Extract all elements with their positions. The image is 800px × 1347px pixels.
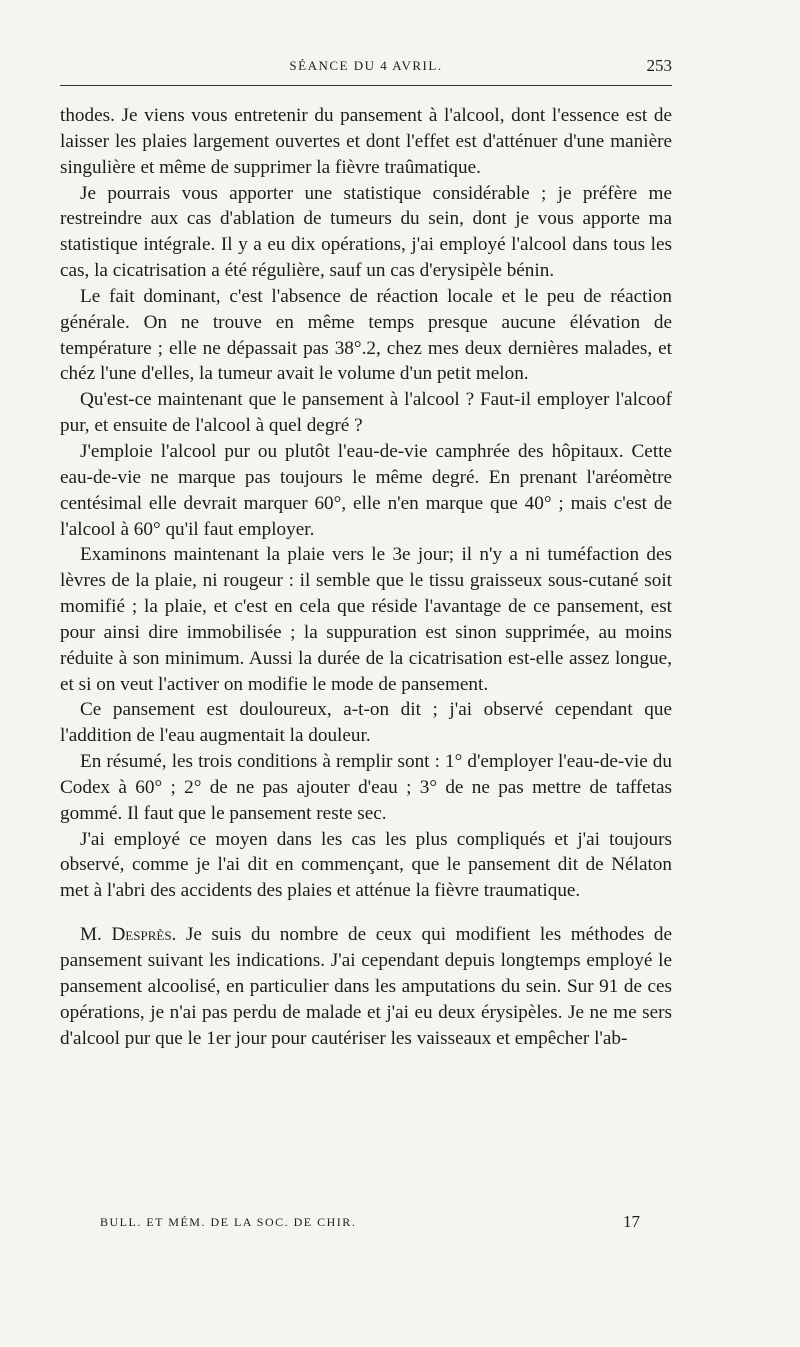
speaker-name: M. Desprès. <box>80 924 177 946</box>
paragraph: En résumé, les trois conditions à remplir sont : 1° d'employer l'eau-de-vie du Codex à 60° ; 2° de ne pas ajouter d'eau ; 3° de ne pas mettre de taffetas gommé. Il faut que le pansement reste sec. <box>60 751 672 824</box>
paragraph: J'emploie l'alcool pur ou plutôt l'eau-de-vie camphrée des hôpitaux. Cette eau-de-vie ne marque pas toujours le même degré. En prenant l'aréomètre centésimal elle devrait marquer 60°, elle n'en marque que 40° ; mais c'est de l'alcool à 60° qu'il faut employer. <box>60 440 672 540</box>
paragraph: Ce pansement est douloureux, a-t-on dit ; j'ai observé cependant que l'addition de l'eau augmentait la douleur. <box>60 699 672 747</box>
speaker-text: Je suis du nombre de ceux qui modifient les méthodes de pansement suivant les indications. J'ai cependant depuis longtemps employé le pansement alcoolisé, en particulier dans les amputations du sein. Sur 91 de ces opérations, je n'ai pas perdu de malade et j'ai eu deux érysipèles. Je ne me sers d'alcool pur que le 1er jour pour cautériser les vaisseaux et empêcher l'ab- <box>60 924 673 1049</box>
despres-paragraph <box>60 922 672 1051</box>
page-header <box>60 58 672 84</box>
signature-number: 17 <box>623 1212 640 1231</box>
paragraph: Le fait dominant, c'est l'absence de réaction locale et le peu de réaction générale. On ne trouve en même temps presque aucune élévation de température ; elle ne dépassait pas 38°.2, chez mes deux dernières malades, et chéz l'une d'elles, la tumeur avait le volume d'un petit melon. <box>60 285 672 385</box>
header-rule <box>60 85 672 86</box>
paragraph: thodes. Je viens vous entretenir du pansement à l'alcool, dont l'essence est de laisser les plaies largement ouvertes et dont l'effet est d'atténuer d'une manière singulière et même de supprimer la fièvre traûmatique. <box>60 105 672 178</box>
paragraph: Qu'est-ce maintenant que le pansement à l'alcool ? Faut-il employer l'alcoof pur, et ensuite de l'alcool à quel degré ? <box>60 389 672 437</box>
paragraph: J'ai employé ce moyen dans les cas les plus compliqués et j'ai toujours observé, comme je l'ai dit en commençant, que le pansement dit de Nélaton met à l'abri des accidents des plaies et atténue la fièvre traumatique. <box>60 828 672 902</box>
paragraph: Examinons maintenant la plaie vers le 3e jour; il n'y a ni tuméfaction des lèvres de la plaie, ni rougeur : il semble que le tissu graisseux sous-cutané soit momifié ; la plaie, et c'est en cela que réside l'avantage de ce pansement, est pour ainsi dire immobilisée ; la suppuration est sinon supprimée, au moins réduite à son minimum. Aussi la durée de la cicatrisation est-elle assez longue, et si on veut l'activer on modifie le mode de pansement. <box>60 544 672 695</box>
signature-mark: BULL. ET MÉM. DE LA SOC. DE CHIR. <box>100 1215 357 1229</box>
page-footer <box>100 1212 640 1235</box>
paragraph: Je pourrais vous apporter une statistique considérable ; je préfère me restreindre aux cas d'ablation de tumeurs du sein, dont je vous apporte ma statistique intégrale. Il y a eu dix opérations, j'ai employé l'alcool dans tous les cas, la cicatrisation a été régulière, sauf un cas d'erysipèle bénin. <box>60 182 672 282</box>
body-text <box>60 103 672 1051</box>
page-number: 253 <box>646 56 672 75</box>
running-title: SÉANCE DU 4 AVRIL. <box>289 58 443 73</box>
